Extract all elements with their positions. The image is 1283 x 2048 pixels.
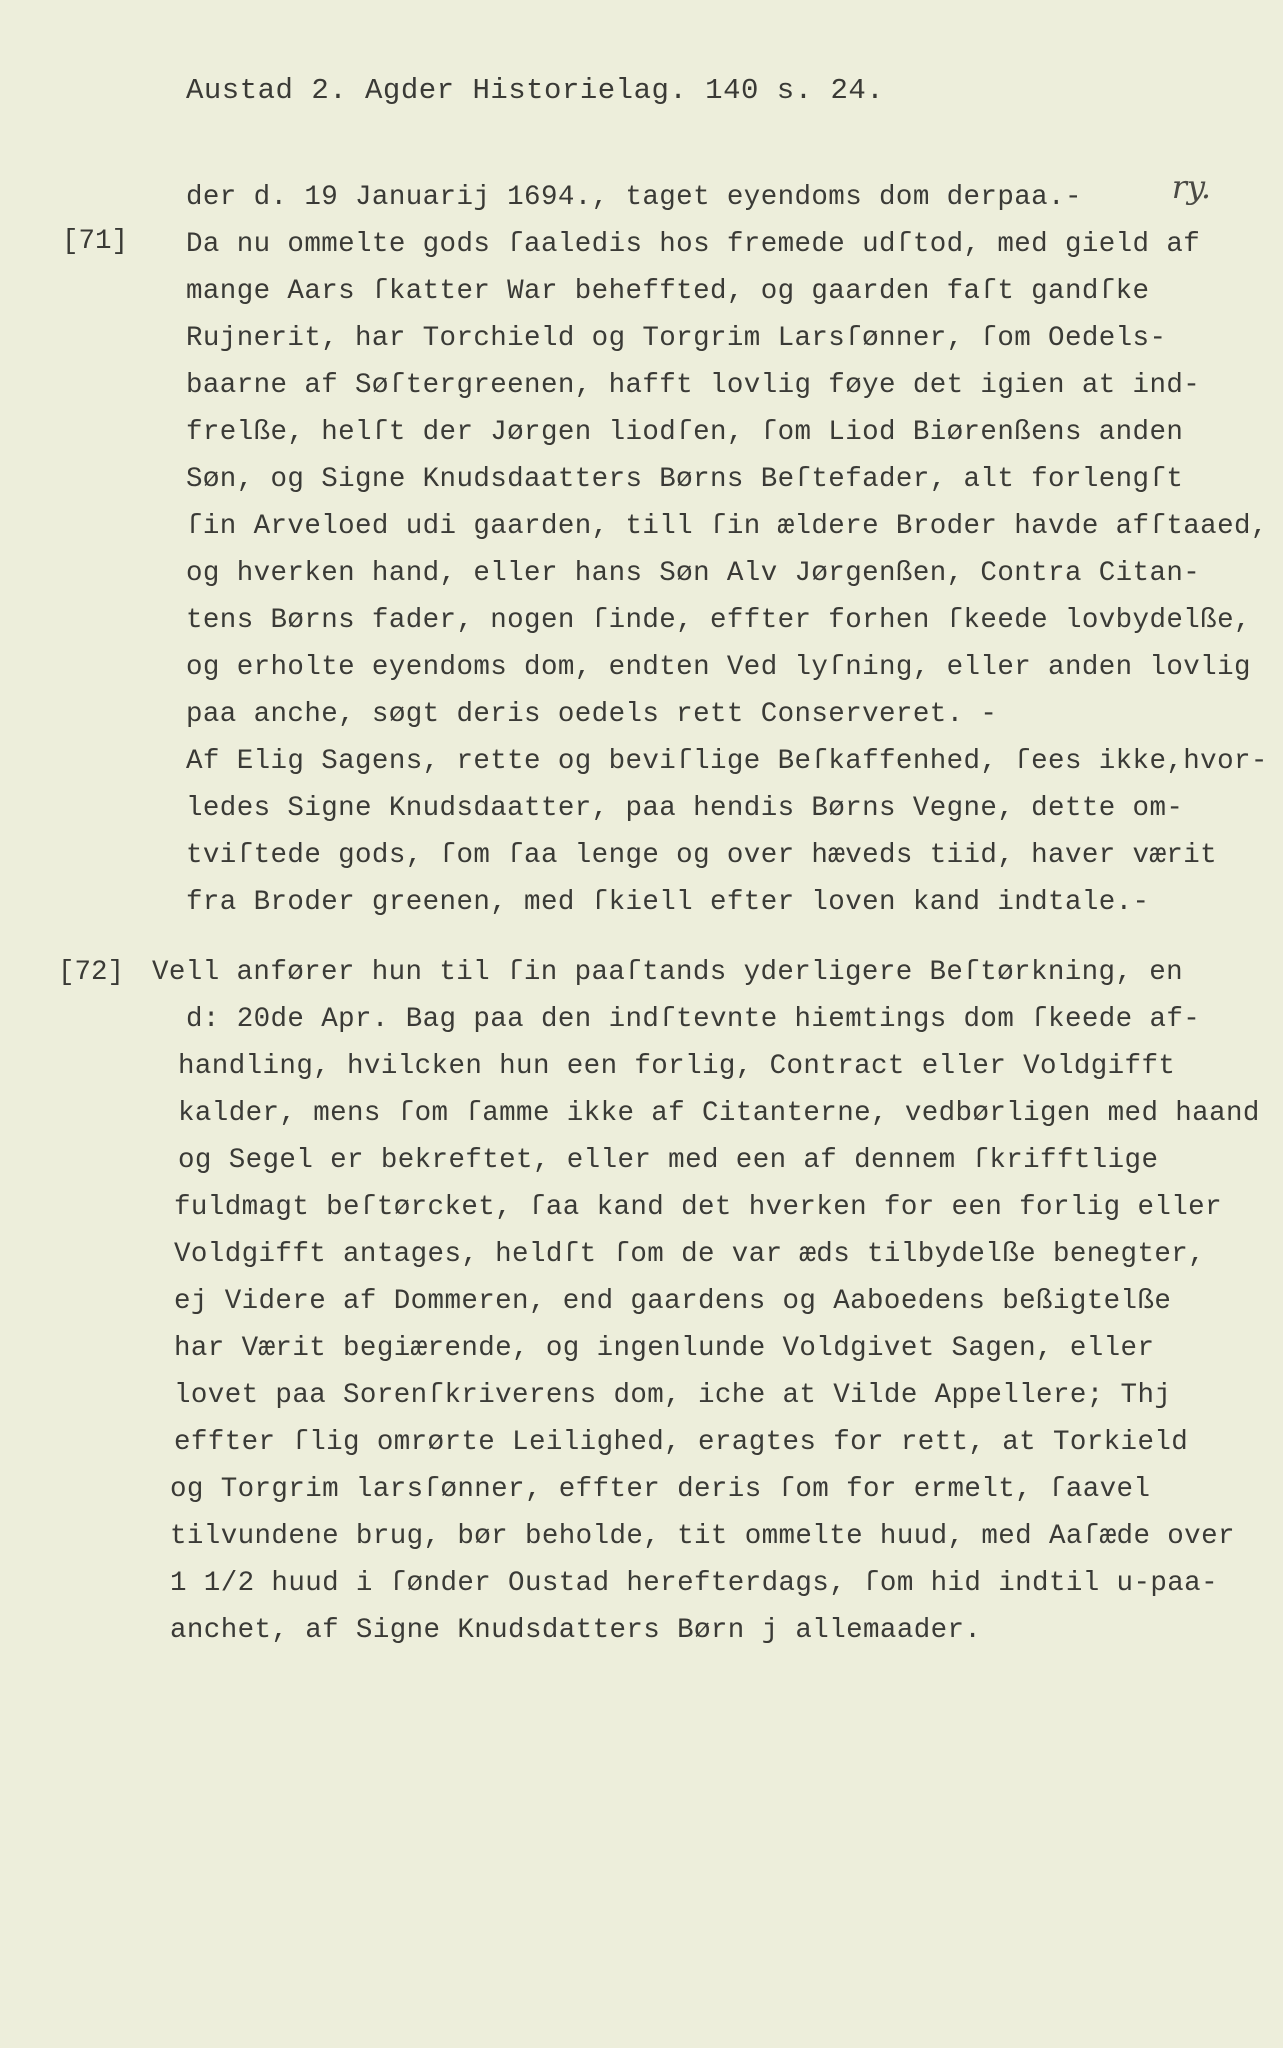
text-line: Voldgifft antages, heldſt ſom de var æds tilbydelße benegter, [174, 1239, 1206, 1270]
text-line: tens Børns fader, nogen ſinde, effter forhen ſkeede lovbydelße, [186, 605, 1251, 636]
text-line: har Værit begiærende, og ingenlunde Voldgivet Sagen, eller [174, 1333, 1155, 1364]
text-line: ej Videre af Dommeren, end gaardens og Aaboedens beßigtelße [174, 1286, 1172, 1317]
text-line: ledes Signe Knudsdaatter, paa hendis Børns Vegne, dette om- [186, 793, 1184, 824]
text-line: Af Elig Sagens, rette og beviſlige Beſkaffenhed, ſees ikke,hvor- [186, 746, 1268, 777]
text-line: anchet, af Signe Knudsdatters Børn j allemaader. [170, 1615, 982, 1646]
text-line: og erholte eyendoms dom, endten Ved lyſning, eller anden lovlig [186, 652, 1251, 683]
text-line: frelße, helſt der Jørgen liodſen, ſom Liod Biørenßens anden [186, 417, 1184, 448]
text-line: mange Aars ſkatter War beheffted, og gaarden faſt gandſke [186, 276, 1150, 307]
text-line: Da nu ommelte gods ſaaledis hos fremede udſtod, med gield af [186, 229, 1201, 260]
text-line: Søn, og Signe Knudsdaatters Børns Beſtefader, alt forlengſt [186, 464, 1184, 495]
text-line: og Torgrim larsſønner, effter deris ſom for ermelt, ſaavel [170, 1474, 1151, 1505]
text-line: Rujnerit, har Torchield og Torgrim Larsſønner, ſom Oedels- [186, 323, 1167, 354]
text-line: kalder, mens ſom ſamme ikke af Citanterne, vedbørligen med haand [178, 1098, 1260, 1129]
paragraph-number: [71] [62, 226, 129, 257]
text-line: og Segel er bekreftet, eller med een af dennem ſkrifftlige [178, 1145, 1159, 1176]
text-line: tilvundene brug, bør beholde, tit ommelte huud, med Aaſæde over [170, 1521, 1235, 1552]
text-line: d: 20de Apr. Bag paa den indſtevnte hiemtings dom ſkeede af- [186, 1004, 1201, 1035]
text-line: fuldmagt beſtørcket, ſaa kand det hverken for een forlig eller [174, 1192, 1222, 1223]
text-line: Vell anfører hun til ſin paaſtands yderligere Beſtørkning, en [152, 957, 1184, 988]
paragraph-number: [72] [58, 957, 125, 988]
text-line: ſin Arveloed udi gaarden, till ſin ældere Broder havde afſtaaed, [186, 511, 1268, 542]
text-line: fra Broder greenen, med ſkiell efter loven kand indtale.- [186, 887, 1150, 918]
text-line: og hverken hand, eller hans Søn Alv Jørgenßen, Contra Citan- [186, 558, 1201, 589]
text-line: effter ſlig omrørte Leilighed, eragtes for rett, at Torkield [174, 1427, 1189, 1458]
text-line: lovet paa Sorenſkriverens dom, iche at Vilde Appellere; Thj [174, 1380, 1172, 1411]
text-line: handling, hvilcken hun een forlig, Contract eller Voldgifft [178, 1051, 1176, 1082]
page-header: Austad 2. Agder Historielag. 140 s. 24. [186, 74, 885, 107]
text-line: tviſtede gods, ſom ſaa lenge og over hæveds tiid, haver værit [186, 840, 1218, 871]
text-line: paa anche, søgt deris oedels rett Conserveret. - [186, 699, 998, 730]
text-line: baarne af Søſtergreenen, hafft lovlig føye det igien at ind- [186, 370, 1201, 401]
text-line: der d. 19 Januarij 1694., taget eyendoms dom derpaa.- [186, 182, 1082, 213]
text-line: 1 1/2 huud i ſønder Oustad herefterdags, ſom hid indtil u-paa- [170, 1568, 1218, 1599]
margin-note: ry. [1171, 168, 1211, 206]
